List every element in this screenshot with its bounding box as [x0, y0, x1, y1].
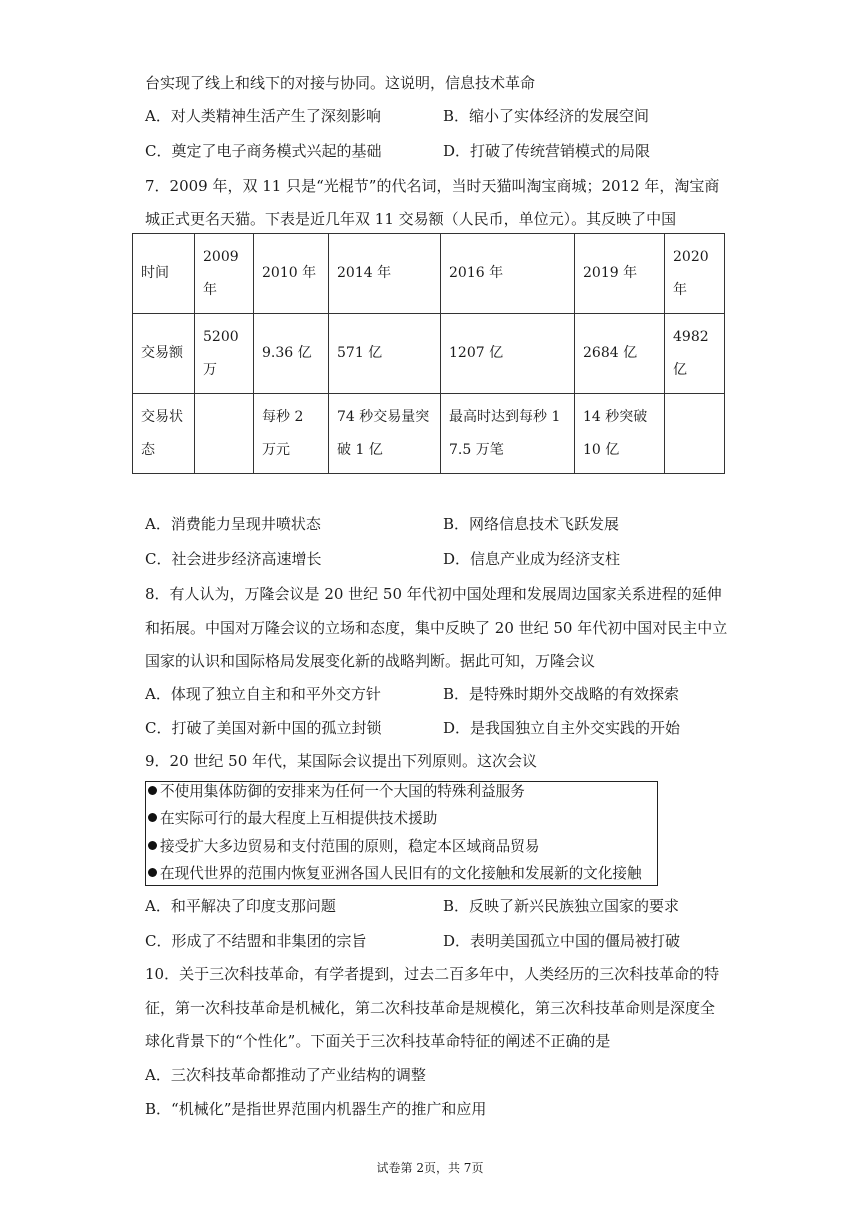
principle-item: [148, 809, 437, 829]
q6-option-c[interactable]: C．奠定了电子商务模式兴起的基础: [145, 142, 382, 160]
table-cell: [665, 394, 725, 474]
q7-option-b[interactable]: B．网络信息技术飞跃发展: [443, 515, 620, 533]
table-cell: 最高时达到每秒 17.5 万笔: [441, 394, 575, 474]
page-footer: 试卷第 2页，共 7页: [376, 1161, 484, 1175]
q10-stem-line-1: 10．关于三次科技革命，有学者提到，过去二百多年中，人类经历的三次科技革命的特: [145, 965, 720, 983]
q9-stem-line-1: 9．20 世纪 50 年代，某国际会议提出下列原则。这次会议: [145, 752, 538, 770]
q6-stem-tail: 台实现了线上和线下的对接与协同。这说明，信息技术革命: [145, 74, 536, 92]
q8-options-row-2: [145, 718, 705, 738]
table-cell: 2016 年: [441, 234, 575, 314]
table-cell: 2020年: [665, 234, 725, 314]
bullet-icon: [148, 868, 157, 877]
q8-stem-line-2: 和拓展。中国对万隆会议的立场和态度，集中反映了 20 世纪 50 年代初中国对民主中立: [145, 619, 728, 637]
table-cell: 2010 年: [254, 234, 329, 314]
q6-options-row-1: [145, 106, 705, 126]
principle-item: [148, 837, 539, 857]
table-cell: 交易状态: [133, 394, 195, 474]
table-cell: 571 亿: [329, 314, 441, 394]
q7-options-row-1: [145, 514, 705, 534]
table-cell: 时间: [133, 234, 195, 314]
table-cell: 14 秒突破 10 亿: [575, 394, 665, 474]
bullet-icon: [148, 813, 157, 822]
q6-option-d[interactable]: D．打破了传统营销模式的局限: [443, 142, 651, 160]
q9-options-row-2: [145, 931, 705, 951]
q7-sales-table: [132, 233, 725, 474]
q10-stem-line-2: 征，第一次科技革命是机械化，第二次科技革命是规模化，第三次科技革命则是深度全: [145, 999, 716, 1017]
table-cell: 4982亿: [665, 314, 725, 394]
q8-option-b[interactable]: B．是特殊时期外交战略的有效探索: [443, 685, 680, 703]
q7-stem-line-1: 7．2009 年，双 11 只是“光棍节”的代名词，当时天猫叫淘宝商城；2012 年，淘宝商: [145, 177, 720, 195]
q8-options-row-1: [145, 684, 705, 704]
table-cell: 9.36 亿: [254, 314, 329, 394]
q8-option-a[interactable]: A．体现了独立自主和和平外交方针: [145, 685, 381, 703]
table-cell: 2684 亿: [575, 314, 665, 394]
table-cell: 2014 年: [329, 234, 441, 314]
q10-stem-line-3: 球化背景下的“个性化”。下面关于三次科技革命特征的阐述不正确的是: [145, 1032, 611, 1050]
principle-item: [148, 864, 642, 884]
q7-options-row-2: [145, 549, 705, 569]
q8-option-c[interactable]: C．打破了美国对新中国的孤立封锁: [145, 719, 382, 737]
q10-option-a[interactable]: A．三次科技革命都推动了产业结构的调整: [145, 1066, 426, 1084]
bullet-icon: [148, 786, 157, 795]
q9-option-c[interactable]: C．形成了不结盟和非集团的宗旨: [145, 932, 367, 950]
q9-options-row-1: [145, 896, 705, 916]
q8-option-d[interactable]: D．是我国独立自主外交实践的开始: [443, 719, 681, 737]
q7-option-d[interactable]: D．信息产业成为经济支柱: [443, 550, 621, 568]
q9-option-d[interactable]: D．表明美国孤立中国的僵局被打破: [443, 932, 681, 950]
table-cell: 交易额: [133, 314, 195, 394]
principle-item: [148, 782, 525, 802]
q8-stem-line-3: 国家的认识和国际格局发展变化新的战略判断。据此可知，万隆会议: [145, 652, 596, 670]
principle-text: 在现代世界的范围内恢复亚洲各国人民旧有的文化接触和发展新的文化接触: [160, 865, 642, 882]
q6-options-row-2: [145, 141, 705, 161]
table-cell: 1207 亿: [441, 314, 575, 394]
table-cell: 74 秒交易量突破 1 亿: [329, 394, 441, 474]
table-row: [133, 394, 725, 474]
q9-option-a[interactable]: A．和平解决了印度支那问题: [145, 897, 336, 915]
table-cell: 2009年: [195, 234, 254, 314]
table-cell: [195, 394, 254, 474]
table-cell: 5200万: [195, 314, 254, 394]
table-row: [133, 314, 725, 394]
q6-option-a[interactable]: A．对人类精神生活产生了深刻影响: [145, 107, 381, 125]
q10-option-b[interactable]: B．“机械化”是指世界范围内机器生产的推广和应用: [145, 1100, 487, 1118]
principle-text: 不使用集体防御的安排来为任何一个大国的特殊利益服务: [160, 783, 525, 800]
table-cell: 每秒 2 万元: [254, 394, 329, 474]
q9-principles-box: [145, 781, 658, 886]
q7-option-c[interactable]: C．社会进步经济高速增长: [145, 550, 322, 568]
table-header-row: [133, 234, 725, 314]
principle-text: 接受扩大多边贸易和支付范围的原则，稳定本区域商品贸易: [160, 838, 540, 855]
table-cell: 2019 年: [575, 234, 665, 314]
q8-stem-line-1: 8．有人认为，万隆会议是 20 世纪 50 年代初中国处理和发展周边国家关系进程的延伸: [145, 585, 722, 603]
bullet-icon: [148, 841, 157, 850]
principle-text: 在实际可行的最大程度上互相提供技术援助: [160, 810, 438, 827]
q7-option-a[interactable]: A．消费能力呈现井喷状态: [145, 515, 321, 533]
q7-stem-line-2: 城正式更名天猫。下表是近几年双 11 交易额（人民币，单位元）。其反映了中国: [145, 210, 677, 228]
q9-option-b[interactable]: B．反映了新兴民族独立国家的要求: [443, 897, 680, 915]
q6-option-b[interactable]: B．缩小了实体经济的发展空间: [443, 107, 650, 125]
